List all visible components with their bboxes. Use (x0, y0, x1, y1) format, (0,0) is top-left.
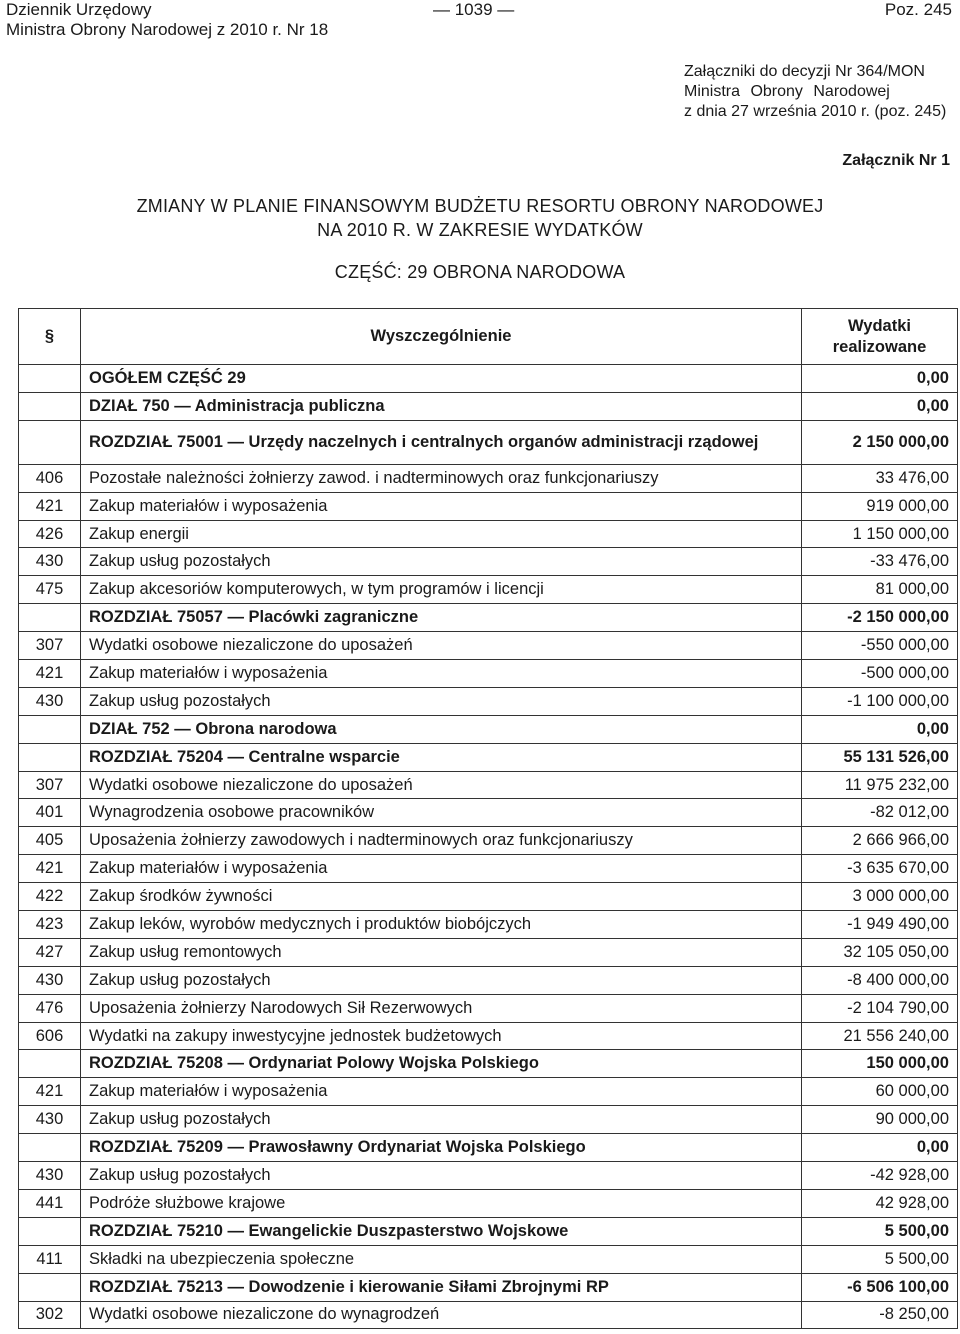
cell-value: -8 250,00 (802, 1301, 958, 1329)
table-row (19, 365, 958, 393)
cell-paragraph: 411 (19, 1245, 81, 1273)
cell-description: Zakup materiałów i wyposażenia (81, 492, 802, 520)
cell-value: -500 000,00 (802, 660, 958, 688)
table-row (19, 576, 958, 604)
table-header-row (19, 309, 958, 365)
cell-paragraph: 606 (19, 1022, 81, 1050)
cell-value: -42 928,00 (802, 1162, 958, 1190)
attachment-note-line2: Ministra Obrony Narodowej (684, 83, 890, 100)
table-row (19, 994, 958, 1022)
table-row (19, 883, 958, 911)
table-row (19, 604, 958, 632)
cell-description: Wydatki osobowe niezaliczone do uposażeń (81, 771, 802, 799)
cell-description: Zakup energii (81, 520, 802, 548)
cell-paragraph: 401 (19, 799, 81, 827)
table-row (19, 1050, 958, 1078)
cell-description: Zakup usług pozostałych (81, 1106, 802, 1134)
cell-paragraph: 441 (19, 1189, 81, 1217)
table-row (19, 715, 958, 743)
table-row (19, 799, 958, 827)
cell-description: Pozostałe należności żołnierzy zawod. i nadterminowych oraz funkcjonariuszy (81, 464, 802, 492)
cell-value: -2 150 000,00 (802, 604, 958, 632)
cell-description: Zakup materiałów i wyposażenia (81, 1078, 802, 1106)
column-header-value-line2: realizowane (832, 337, 927, 356)
cell-description: Uposażenia żołnierzy zawodowych i nadterminowych oraz funkcjonariuszy (81, 827, 802, 855)
cell-paragraph: 421 (19, 1078, 81, 1106)
column-header-value-line1: Wydatki (848, 316, 911, 335)
attachment-note (684, 62, 946, 122)
table-row (19, 1162, 958, 1190)
cell-description: Zakup leków, wyrobów medycznych i produktów biobójczych (81, 911, 802, 939)
table-row (19, 660, 958, 688)
cell-paragraph (19, 1050, 81, 1078)
table-row (19, 1106, 958, 1134)
cell-paragraph (19, 1217, 81, 1245)
table-row (19, 1273, 958, 1301)
cell-paragraph: 426 (19, 520, 81, 548)
table-row (19, 420, 958, 464)
cell-value: 21 556 240,00 (802, 1022, 958, 1050)
budget-changes-table (18, 308, 958, 1329)
cell-paragraph: 307 (19, 771, 81, 799)
cell-description: OGÓŁEM CZĘŚĆ 29 (81, 365, 802, 393)
cell-value: -8 400 000,00 (802, 966, 958, 994)
cell-description: Wydatki osobowe niezaliczone do uposażeń (81, 632, 802, 660)
cell-description: Wydatki na zakupy inwestycyjne jednostek budżetowych (81, 1022, 802, 1050)
cell-description: Zakup materiałów i wyposażenia (81, 855, 802, 883)
cell-value: 42 928,00 (802, 1189, 958, 1217)
cell-value: -33 476,00 (802, 548, 958, 576)
table-row (19, 1022, 958, 1050)
cell-paragraph: 430 (19, 687, 81, 715)
cell-paragraph: 421 (19, 492, 81, 520)
cell-paragraph (19, 743, 81, 771)
cell-value: 0,00 (802, 715, 958, 743)
cell-value: 150 000,00 (802, 1050, 958, 1078)
table-row (19, 827, 958, 855)
cell-description: ROZDZIAŁ 75057 — Placówki zagraniczne (81, 604, 802, 632)
cell-description: Zakup usług remontowych (81, 938, 802, 966)
cell-description: ROZDZIAŁ 75204 — Centralne wsparcie (81, 743, 802, 771)
cell-paragraph (19, 420, 81, 464)
table-row (19, 632, 958, 660)
table-row (19, 855, 958, 883)
cell-value: -2 104 790,00 (802, 994, 958, 1022)
section-title: CZĘŚĆ: 29 OBRONA NARODOWA (334, 262, 626, 282)
cell-paragraph: 430 (19, 1106, 81, 1134)
column-header-value (802, 309, 958, 365)
table-row (19, 966, 958, 994)
cell-value: 32 105 050,00 (802, 938, 958, 966)
column-header-description: Wyszczególnienie (81, 309, 802, 365)
table-row (19, 938, 958, 966)
table-row (19, 1245, 958, 1273)
table-row (19, 520, 958, 548)
cell-value: 1 150 000,00 (802, 520, 958, 548)
annex-label: Załącznik Nr 1 (842, 152, 950, 169)
cell-paragraph: 421 (19, 855, 81, 883)
cell-description: Zakup usług pozostałych (81, 687, 802, 715)
cell-value: 11 975 232,00 (802, 771, 958, 799)
journal-name: Dziennik Urzędowy (6, 0, 152, 19)
cell-value: 60 000,00 (802, 1078, 958, 1106)
cell-description: Zakup środków żywności (81, 883, 802, 911)
cell-description: Zakup usług pozostałych (81, 1162, 802, 1190)
cell-paragraph (19, 392, 81, 420)
cell-value: 55 131 526,00 (802, 743, 958, 771)
table-row (19, 687, 958, 715)
cell-paragraph: 430 (19, 966, 81, 994)
cell-description: Wynagrodzenia osobowe pracowników (81, 799, 802, 827)
cell-paragraph: 475 (19, 576, 81, 604)
attachment-note-line1: Załączniki do decyzji Nr 364/MON (684, 63, 925, 80)
table-row (19, 911, 958, 939)
table-row (19, 548, 958, 576)
cell-value: 2 150 000,00 (802, 420, 958, 464)
cell-value: 3 000 000,00 (802, 883, 958, 911)
cell-description: ROZDZIAŁ 75001 — Urzędy naczelnych i centralnych organów administracji rządowej (81, 420, 802, 464)
cell-value: 0,00 (802, 365, 958, 393)
cell-paragraph (19, 715, 81, 743)
column-header-paragraph: § (19, 309, 81, 365)
cell-value: 5 500,00 (802, 1217, 958, 1245)
cell-paragraph: 302 (19, 1301, 81, 1329)
table-row (19, 464, 958, 492)
cell-description: ROZDZIAŁ 75209 — Prawosławny Ordynariat Wojska Polskiego (81, 1134, 802, 1162)
cell-value: -82 012,00 (802, 799, 958, 827)
table-row (19, 743, 958, 771)
cell-value: -550 000,00 (802, 632, 958, 660)
cell-description: Zakup usług pozostałych (81, 548, 802, 576)
table-row (19, 1301, 958, 1329)
table-row (19, 1217, 958, 1245)
table-row (19, 1078, 958, 1106)
cell-value: -6 506 100,00 (802, 1273, 958, 1301)
cell-paragraph: 422 (19, 883, 81, 911)
cell-paragraph: 430 (19, 1162, 81, 1190)
cell-value: 0,00 (802, 392, 958, 420)
cell-paragraph: 476 (19, 994, 81, 1022)
cell-value: 81 000,00 (802, 576, 958, 604)
cell-description: Zakup usług pozostałych (81, 966, 802, 994)
cell-description: Podróże służbowe krajowe (81, 1189, 802, 1217)
cell-paragraph: 427 (19, 938, 81, 966)
table-row (19, 392, 958, 420)
page-number: — 1039 — (433, 0, 515, 19)
journal-issue: Ministra Obrony Narodowej z 2010 r. Nr 18 (6, 20, 329, 39)
cell-value: 33 476,00 (802, 464, 958, 492)
cell-value: -1 949 490,00 (802, 911, 958, 939)
cell-description: DZIAŁ 752 — Obrona narodowa (81, 715, 802, 743)
document-title-line1: ZMIANY W PLANIE FINANSOWYM BUDŻETU RESORTU OBRONY NARODOWEJ (136, 196, 824, 216)
cell-value: -3 635 670,00 (802, 855, 958, 883)
cell-description: ROZDZIAŁ 75210 — Ewangelickie Duszpasterstwo Wojskowe (81, 1217, 802, 1245)
cell-value: 2 666 966,00 (802, 827, 958, 855)
cell-paragraph: 430 (19, 548, 81, 576)
running-header-left (6, 0, 328, 40)
table-row (19, 1134, 958, 1162)
cell-value: -1 100 000,00 (802, 687, 958, 715)
cell-description: Uposażenia żołnierzy Narodowych Sił Rezerwowych (81, 994, 802, 1022)
cell-description: Składki na ubezpieczenia społeczne (81, 1245, 802, 1273)
attachment-note-line3: z dnia 27 września 2010 r. (poz. 245) (684, 103, 947, 120)
cell-description: Zakup materiałów i wyposażenia (81, 660, 802, 688)
position-number: Poz. 245 (884, 0, 952, 19)
table-row (19, 492, 958, 520)
cell-paragraph: 307 (19, 632, 81, 660)
table-row (19, 1189, 958, 1217)
cell-value: 0,00 (802, 1134, 958, 1162)
cell-paragraph (19, 1134, 81, 1162)
cell-value: 919 000,00 (802, 492, 958, 520)
cell-paragraph: 405 (19, 827, 81, 855)
table-row (19, 771, 958, 799)
cell-value: 5 500,00 (802, 1245, 958, 1273)
cell-paragraph: 423 (19, 911, 81, 939)
cell-paragraph (19, 1273, 81, 1301)
cell-description: DZIAŁ 750 — Administracja publiczna (81, 392, 802, 420)
cell-description: Wydatki osobowe niezaliczone do wynagrodzeń (81, 1301, 802, 1329)
document-title-line2: NA 2010 R. W ZAKRESIE WYDATKÓW (317, 220, 643, 240)
cell-value: 90 000,00 (802, 1106, 958, 1134)
cell-description: ROZDZIAŁ 75208 — Ordynariat Polowy Wojska Polskiego (81, 1050, 802, 1078)
cell-paragraph: 406 (19, 464, 81, 492)
cell-paragraph (19, 365, 81, 393)
cell-description: ROZDZIAŁ 75213 — Dowodzenie i kierowanie Siłami Zbrojnymi RP (81, 1273, 802, 1301)
cell-paragraph (19, 604, 81, 632)
cell-description: Zakup akcesoriów komputerowych, w tym programów i licencji (81, 576, 802, 604)
cell-paragraph: 421 (19, 660, 81, 688)
